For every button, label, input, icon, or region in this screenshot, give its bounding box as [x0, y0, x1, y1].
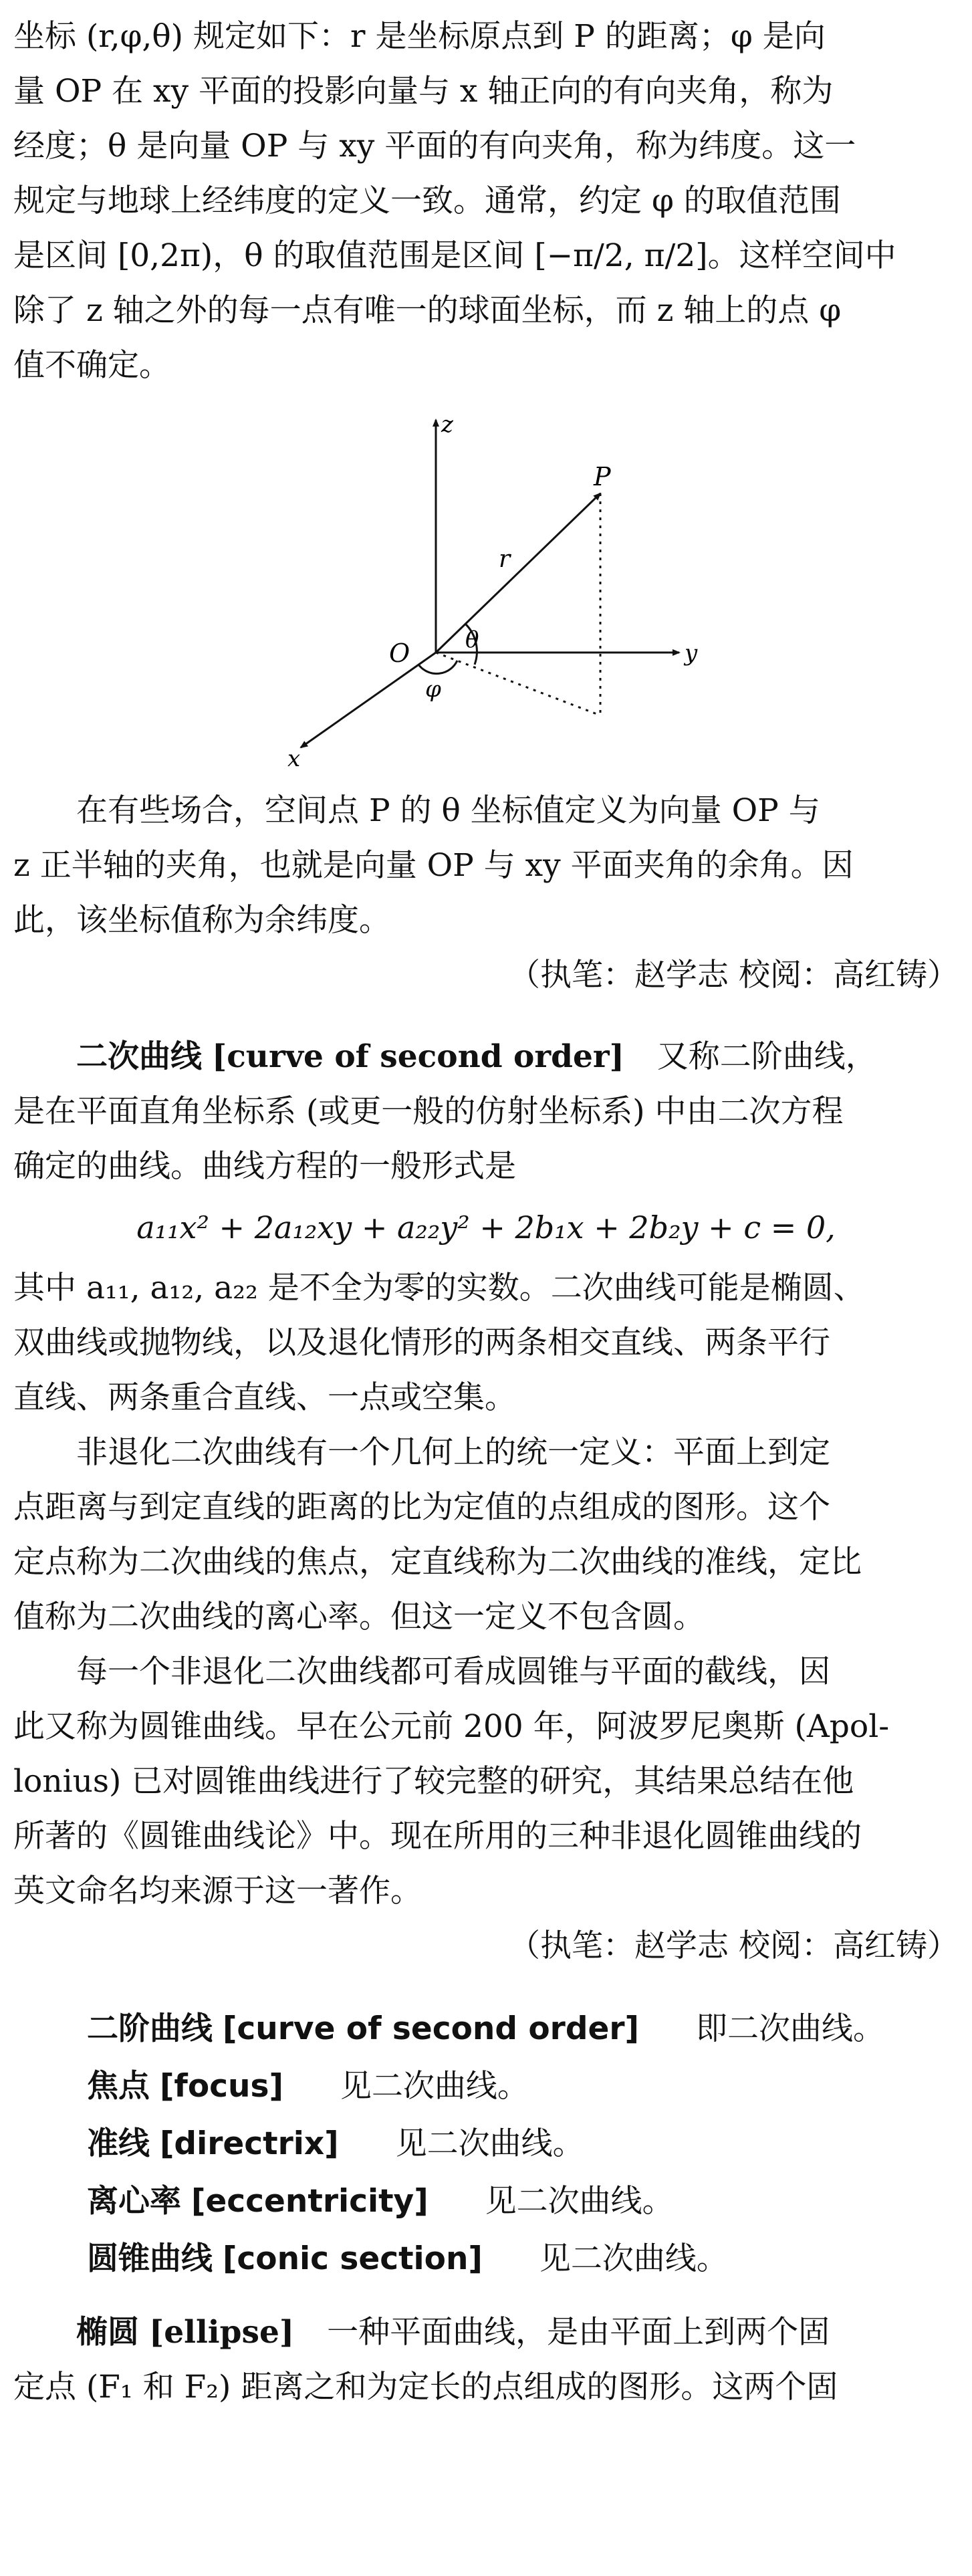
- op-vector: [436, 493, 600, 653]
- text-line: 此，该坐标值称为余纬度。: [13, 902, 390, 939]
- entry-english-title: [conic section]: [222, 2240, 483, 2277]
- x-axis: [301, 653, 436, 747]
- see-reference: 即二次曲线。: [695, 2010, 884, 2047]
- origin-label: O: [389, 638, 410, 668]
- text-line: 值称为二次曲线的离心率。但这一定义不包含圆。: [13, 1599, 705, 1635]
- text-line: 值不确定。: [13, 347, 170, 384]
- entry-title: 椭圆: [76, 2314, 139, 2351]
- entry-english-title: [curve of second order]: [222, 2010, 640, 2047]
- text-line: 所著的《圆锥曲线论》中。现在所用的三种非退化圆锥曲线的: [13, 1818, 862, 1855]
- phi-arc: [418, 661, 457, 674]
- text-line: 在有些场合，空间点 P 的 θ 坐标值定义为向量 OP 与: [76, 792, 820, 829]
- x-label: x: [287, 745, 301, 772]
- entry-title: 准线: [87, 2125, 150, 2162]
- text-line: 是在平面直角坐标系 (或更一般的仿射坐标系) 中由二次方程: [13, 1093, 844, 1130]
- entry-english-title: [ellipse]: [148, 2314, 295, 2351]
- text-line: 英文命名均来源于这一著作。: [13, 1873, 422, 1909]
- text-line: 其中 a₁₁, a₁₂, a₂₂ 是不全为零的实数。二次曲线可能是椭圆、: [13, 1270, 865, 1306]
- text-line: 点距离与到定直线的距离的比为定值的点组成的图形。这个: [13, 1489, 830, 1526]
- z-label: z: [441, 411, 453, 438]
- text-line: z 正半轴的夹角，也就是向量 OP 与 xy 平面夹角的余角。因: [13, 847, 854, 884]
- text-line: 定点称为二次曲线的焦点，定直线称为二次曲线的准线，定比: [13, 1544, 862, 1580]
- text-line: 坐标 (r,φ,θ) 规定如下：r 是坐标原点到 P 的距离；φ 是向: [13, 18, 826, 55]
- entry-english-title: [focus]: [159, 2068, 283, 2105]
- entry-title: 离心率: [87, 2183, 181, 2220]
- text-run: 又称二阶曲线，: [656, 1038, 877, 1075]
- see-reference: 见二次曲线。: [539, 2240, 728, 2277]
- cross-reference-entry: [13, 2058, 959, 2115]
- spherical-coordinate-figure: [13, 400, 972, 774]
- projection-line: [436, 653, 600, 715]
- text-line: 双曲线或抛物线，以及退化情形的两条相交直线、两条平行: [13, 1324, 830, 1361]
- entry-title: 二阶曲线: [87, 2010, 213, 2047]
- cross-reference-entry: [13, 2115, 959, 2173]
- cross-reference-entry: [13, 2000, 959, 2058]
- entry-english-title: [eccentricity]: [191, 2183, 429, 2220]
- entry-heading-line: [13, 1030, 959, 1084]
- text-line: 此又称为圆锥曲线。早在公元前 200 年，阿波罗尼奥斯 (Apol-: [13, 1708, 890, 1745]
- text-line: 是区间 [0,2π)，θ 的取值范围是区间 [−π/2, π/2]。这样空间中: [13, 237, 896, 274]
- cross-reference-entry: [13, 2230, 959, 2288]
- text-line: 规定与地球上经纬度的定义一致。通常，约定 φ 的取值范围: [13, 183, 841, 219]
- entry-curve-of-second-order: [13, 1030, 959, 1919]
- author-signature: （执笔：赵学志 校阅：高红铸）: [509, 957, 959, 993]
- text-line: 每一个非退化二次曲线都可看成圆锥与平面的截线，因: [76, 1653, 830, 1690]
- text-line: 直线、两条重合直线、一点或空集。: [13, 1379, 516, 1416]
- theta-label: θ: [465, 626, 479, 653]
- general-equation: a₁₁x² + 2a₁₂xy + a₂₂y² + 2b₁x + 2b₂y + c = 0,: [136, 1209, 836, 1246]
- text-line: 经度；θ 是向量 OP 与 xy 平面的有向夹角，称为纬度。这一: [13, 128, 856, 164]
- entry-english-title: [directrix]: [159, 2125, 339, 2162]
- text-line: lonius) 已对圆锥曲线进行了较完整的研究，其结果总结在他: [13, 1763, 854, 1800]
- entry-title: 圆锥曲线: [87, 2240, 213, 2277]
- text-line: 定点 (F₁ 和 F₂) 距离之和为定长的点组成的图形。这两个固: [13, 2369, 838, 2406]
- entry-heading-line: [13, 2305, 959, 2360]
- entry-title: 二次曲线: [76, 1038, 202, 1075]
- author-signature: （执笔：赵学志 校阅：高红铸）: [509, 1927, 959, 1964]
- text-line: 非退化二次曲线有一个几何上的统一定义：平面上到定: [76, 1434, 830, 1471]
- phi-label: φ: [425, 676, 441, 703]
- entry-english-title: [curve of second order]: [211, 1038, 624, 1075]
- entry-ellipse: [13, 2305, 959, 2415]
- spherical-coords-paragraph: [13, 9, 959, 393]
- see-reference: 见二次曲线。: [395, 2125, 584, 2162]
- colatitude-paragraph: [13, 784, 959, 948]
- see-reference: 见二次曲线。: [485, 2183, 674, 2220]
- cross-reference-list: [13, 2000, 959, 2288]
- text-run: 一种平面曲线，是由平面上到两个固: [327, 2314, 830, 2351]
- text-line: 确定的曲线。曲线方程的一般形式是: [13, 1148, 516, 1185]
- text-line: 量 OP 在 xy 平面的投影向量与 x 轴正向的有向夹角，称为: [13, 73, 834, 110]
- y-label: y: [685, 640, 698, 667]
- cross-reference-entry: [13, 2173, 959, 2230]
- point-p-label: P: [594, 462, 611, 491]
- entry-title: 焦点: [87, 2068, 150, 2105]
- coordinate-diagram: [13, 400, 972, 774]
- r-label: r: [499, 546, 511, 573]
- text-line: 除了 z 轴之外的每一点有唯一的球面坐标，而 z 轴上的点 φ: [13, 292, 842, 329]
- see-reference: 见二次曲线。: [340, 2068, 529, 2105]
